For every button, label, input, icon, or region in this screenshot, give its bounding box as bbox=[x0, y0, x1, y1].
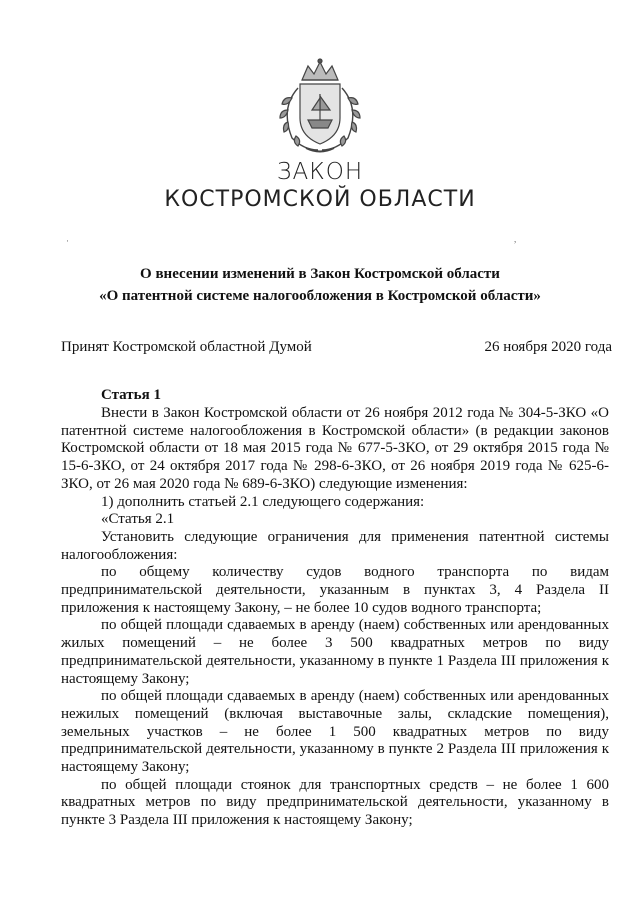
paragraph: Внести в Закон Костромской области от 26 ноября 2012 года № 304-5-ЗКО «О патентной системе налогообложения в Костромской области» (в редакции законов Костромской области от 18 мая 2015 года № 677-5-ЗКО, от 29 октября 2015 года № 15-6-ЗКО, от 24 октября 2017 года № 298-6-ЗКО, от 26 ноября 2019 года № 625-6-ЗКО, от 26 мая 2020 года № 689-6-ЗКО) следующие изменения: bbox=[61, 405, 609, 492]
region-heading: КОСТРОМСКОЙ ОБЛАСТИ bbox=[164, 187, 476, 212]
paragraph: по общей площади сдаваемых в аренду (наем) собственных или арендованных жилых помещений – не более 3 500 квадратных метров по виду предпринимательской деятельности, указанному в пункте 1 Раздела III приложения к настоящему Закону; bbox=[61, 617, 609, 687]
paragraph: по общей площади сдаваемых в аренду (наем) собственных или арендованных нежилых помещений (включая выставочные залы, складские помещения), земельных участков – не более 1 500 квадратных метров по виду предпринимательской деятельности, указанному в пункте 2 Раздела III приложения к настоящему Закону; bbox=[61, 688, 609, 776]
article-heading: Статья 1 bbox=[101, 387, 161, 403]
adopted-date-text: 26 ноября 2020 года bbox=[484, 339, 612, 355]
paragraph: 1) дополнить статьей 2.1 следующего содержания: bbox=[101, 493, 425, 510]
document-type-heading: ЗАКОН bbox=[276, 159, 364, 185]
document-title-line-1: О внесении изменений в Закон Костромской области bbox=[140, 266, 500, 282]
coat-of-arms-emblem bbox=[268, 58, 372, 156]
paragraph: по общему количеству судов водного транспорта по видам предпринимательской деятельности, указанным в пунктах 3, 4 Раздела II приложения к настоящему Закону, – не более 10 судов водного транспорта; bbox=[61, 564, 609, 616]
paragraph: по общей площади стоянок для транспортных средств – не более 1 600 квадратных метров по виду предпринимательской деятельности, указанному в пункте 3 Раздела III приложения к настоящему Закону; bbox=[61, 776, 609, 829]
article-body bbox=[61, 405, 609, 830]
adopted-by-text: Принят Костромской областной Думой bbox=[61, 339, 312, 355]
paragraph: Установить следующие ограничения для применения патентной системы налогообложения: bbox=[61, 528, 609, 563]
scan-mark-left: · bbox=[66, 236, 69, 246]
paragraph: «Статья 2.1 bbox=[101, 511, 175, 528]
scan-mark-right: , bbox=[514, 234, 517, 244]
document-title-line-2: «О патентной системе налогообложения в Костромской области» bbox=[99, 288, 541, 304]
